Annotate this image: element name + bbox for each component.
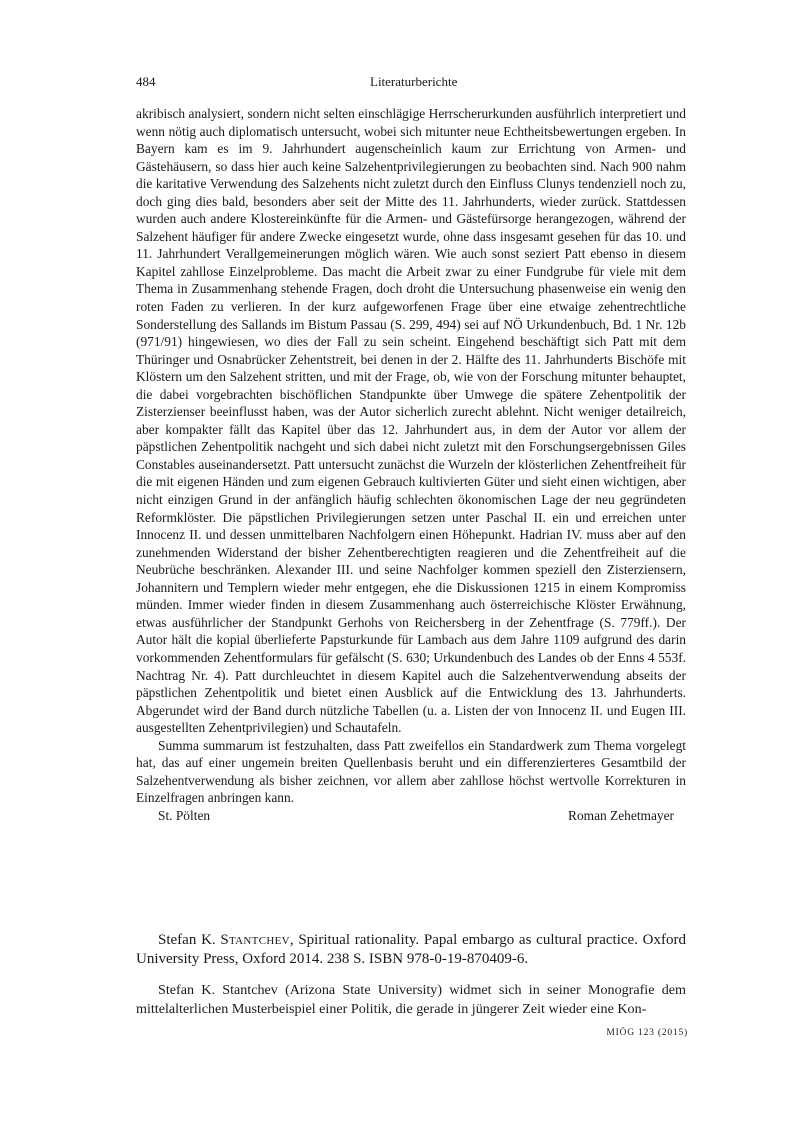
place-name: St. Pölten: [158, 807, 211, 823]
opening-paragraph: Stefan K. Stantchev (Arizona State University) widmet sich in seiner Monografie dem mittelalterlichen Musterbeispiel einer Politik, die gerade in jüngerer Zeit wieder eine Kon-: [136, 982, 686, 1017]
author-surname: Stantchev: [220, 932, 290, 948]
page-number: 484: [136, 74, 156, 89]
journal-footer: MIÖG 123 (2015): [606, 1028, 688, 1038]
signature-line: [136, 807, 686, 825]
conclusion-paragraph: Summa summarum ist festzuhalten, dass Patt zweifellos ein Standardwerk zum Thema vorgelegt hat, das auf einer ungemein breiten Quellenbasis beruht und ein differenzierteres Gesamtbild der Salzehentverwendung als bisher zeichnen, vor allem aber zahllose höchst wertvolle Korrekturen in Einzelfragen anbringen kann.: [136, 737, 686, 806]
review-heading: [136, 931, 686, 969]
reviewer-name: Roman Zehetmayer: [568, 807, 674, 823]
bibliographic-details: , Spiritual rationality. Papal embargo as cultural practice. Oxford University Press, Oxford 2014. 238 S. ISBN 978-0-19-870409-6.: [136, 932, 687, 967]
body-paragraph: akribisch analysiert, sondern nicht selten einschlägige Herrscherurkunden ausführlich interpretiert und wenn nötig auch diplomatisch untersucht, wobei sich mitunter neue Echtheitsbewertungen ergeben. In Bayern kam es im 9. Jahrhundert augenscheinlich kaum zur Errichtung von Armen- und Gästehäusern, so dass hier auch keine Salzehentprivilegierungen zu beobachten sind. Nach 900 nahm die karitative Verwendung des Salzehents nicht zuletzt durch den Einfluss Clunys tendenziell noch zu, doch ging dies bald, besonders aber seit der Mitte des 11. Jahrhunderts, wieder zurück. Stattdessen wurden auch andere Klostereinkünfte für die Armen- und Gästefürsorge herangezogen, während der Salzehent häufiger für andere Zwecke eingesetzt wurde, ohne dass insgesamt gesehen für das 10. und 11. Jahrhundert Verallgemeinerungen möglich wären. Wie auch sonst seziert Patt ebenso in diesem Kapitel zahllose Einzelprobleme. Das macht die Arbeit zwar zu einer Fundgrube für viele mit dem Thema in Zusammenhang stehende Fragen, doch droht die Untersuchung phasenweise ein wenig den roten Faden zu verlieren. In der kurz aufgeworfenen Frage über eine etwaige zehentrechtliche Sonderstellung des Sallands im Bistum Passau (S. 299, 494) sei auf NÖ Urkundenbuch, Bd. 1 Nr. 12b (971/91) hingewiesen, wo dies der Fall zu sein scheint. Eingehend beschäftigt sich Patt mit dem Thüringer und Osnabrücker Zehentstreit, bei denen in der 2. Hälfte des 11. Jahrhunderts Bischöfe mit Klöstern um den Salzehent stritten, und mit der Frage, ob, wie von der Forschung mitunter behauptet, die dabei vorgebrachten bischöflichen Standpunkte über Umwege die spätere Zehentpolitik der Zisterzienser beeinflusst haben, was der Autor sicherlich zurecht ablehnt. Nicht weniger detailreich, aber kompakter fällt das Kapitel über das 12. Jahrhundert aus, in dem der Autor vor allem der päpstlichen Zehentpolitik nachgeht und sich dabei nicht zuletzt mit den Forschungsergebnissen Giles Constables auseinandersetzt. Patt untersucht zunächst die Wurzeln der klösterlichen Zehentfreiheit für die mit eigenen Händen und zum eigenen Gebrauch kultivierten Güter und sieht einen wichtigen, aber nicht einzigen Grund in der anfänglich häufig schlechten ökonomischen Lage der neu gegründeten Reformklöster. Die päpstlichen Privilegierungen setzen unter Paschal II. ein und erreichen unter Innocenz II. und dessen unmittelbaren Nachfolgern einen Höhepunkt. Hadrian IV. muss aber auf den zunehmenden Widerstand der bisher Zehentberechtigten reagieren und die Zehentfreiheit auf die Neubrüche beschränken. Alexander III. und seine Nachfolger kommen speziell den Zisterziensern, Johannitern und Templern wieder mehr entgegen, ehe die Diskussionen 1215 in einem Kompromiss münden. Immer wieder finden in diesem Zusammenhang auch österreichische Klöster Erwähnung, etwas ausführlicher der Standpunkt Gerhohs von Reichersberg in der Zehentfrage (S. 779ff.). Der Autor hält die kopial überlieferte Papsturkunde für Lambach aus dem Jahre 1109 aufgrund des darin vorkommenden Zehentformulars für gefälscht (S. 630; Urkundenbuch des Landes ob der Enns 4 553f. Nachtrag Nr. 4). Patt durchleuchtet in diesem Kapitel auch die Salzehentverwendung abseits der päpstlichen Zehentpolitik und bietet einen Ausblick auf die Entwicklung des 13. Jahrhunderts. Abgerundet wird der Band durch nützliche Tabellen (u. a. Listen der von Innocenz II. und Eugen III. ausgestellten Zehentprivilegien) und Schautafeln.: [136, 106, 686, 736]
review-body: [136, 105, 686, 824]
bibliographic-entry: [136, 931, 686, 969]
author-given-name: Stefan K.: [158, 932, 216, 948]
running-title: Literaturberichte: [370, 74, 458, 89]
review-opening: [136, 981, 686, 1019]
